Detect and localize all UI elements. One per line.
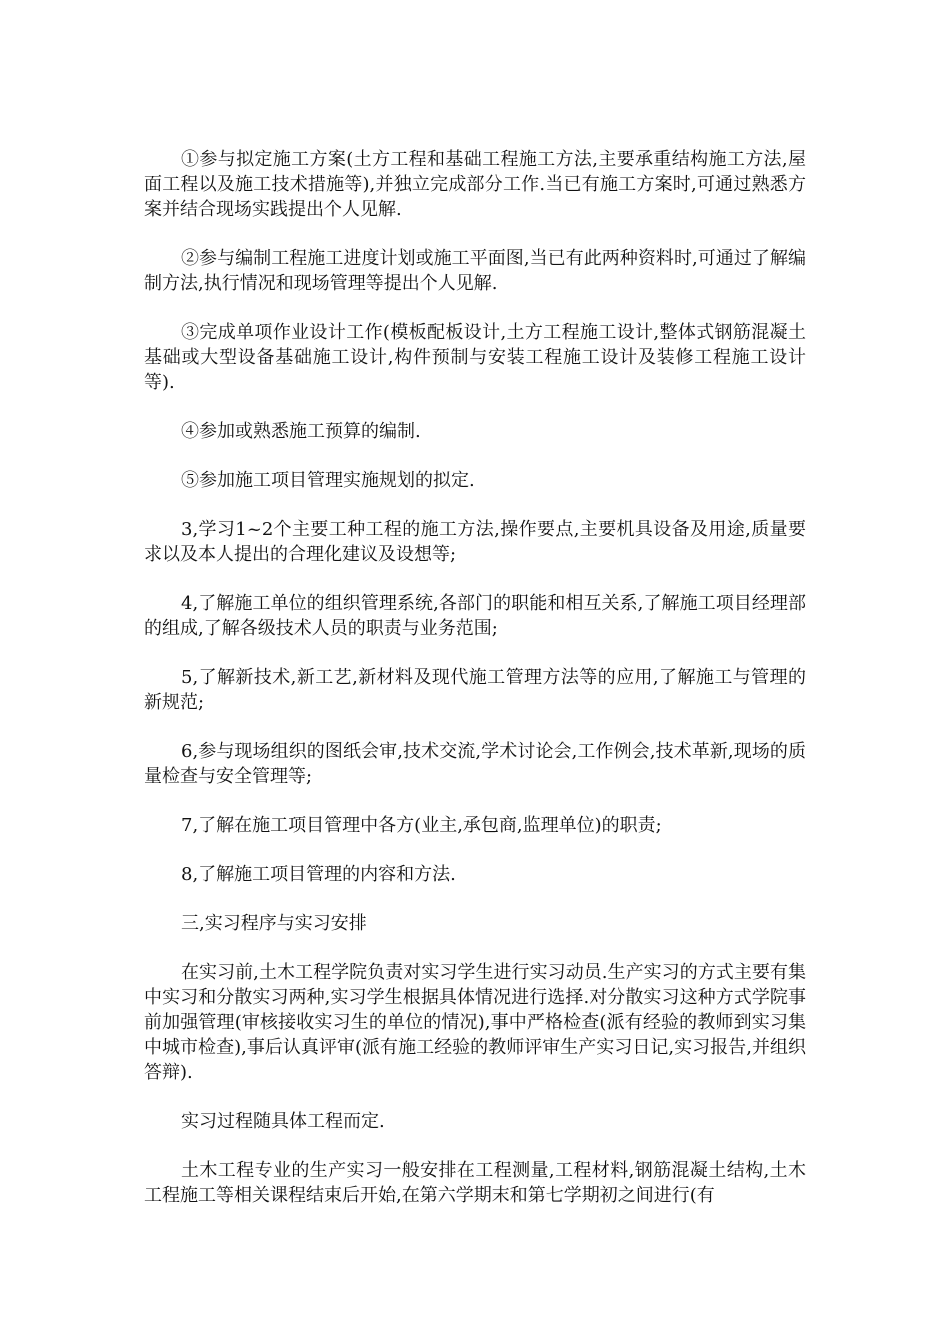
paragraph-7: 4,了解施工单位的组织管理系统,各部门的职能和相互关系,了解施工项目经理部的组成,了解各级技术人员的职责与业务范围; — [144, 593, 806, 639]
paragraph-15: 土木工程专业的生产实习一般安排在工程测量,工程材料,钢筋混凝土结构,土木工程施工等相关课程结束后开始,在第六学期末和第七学期初之间进行(有 — [144, 1160, 806, 1206]
paragraph-5: ⑤参加施工项目管理实施规划的拟定. — [181, 470, 475, 491]
section-heading: 三,实习程序与实习安排 — [181, 913, 367, 934]
paragraph-3: ③完成单项作业设计工作(模板配板设计,土方工程施工设计,整体式钢筋混凝土基础或大型设备基础施工设计,构件预制与安装工程施工设计及装修工程施工设计等). — [144, 322, 806, 393]
paragraph-8: 5,了解新技术,新工艺,新材料及现代施工管理方法等的应用,了解施工与管理的新规范; — [144, 667, 806, 713]
paragraph-6: 3,学习1~2个主要工种工程的施工方法,操作要点,主要机具设备及用途,质量要求以及本人提出的合理化建议及设想等; — [144, 519, 806, 565]
paragraph-1: ①参与拟定施工方案(土方工程和基础工程施工方法,主要承重结构施工方法,屋面工程以及施工技术措施等),并独立完成部分工作.当已有施工方案时,可通过熟悉方案并结合现场实践提出个人见解. — [144, 149, 806, 220]
paragraph-2: ②参与编制工程施工进度计划或施工平面图,当已有此两种资料时,可通过了解编制方法,执行情况和现场管理等提出个人见解. — [144, 248, 806, 294]
document-body — [144, 147, 806, 1208]
paragraph-13: 在实习前,土木工程学院负责对实习学生进行实习动员.生产实习的方式主要有集中实习和分散实习两种,实习学生根据具体情况进行选择.对分散实习这种方式学院事前加强管理(审核接收实习生的单位的情况),事中严格检查(派有经验的教师到实习集中城市检查),事后认真评审(派有施工经验的教师评审生产实习日记,实习报告,并组织答辩). — [144, 962, 806, 1083]
paragraph-4: ④参加或熟悉施工预算的编制. — [181, 421, 421, 442]
paragraph-11: 8,了解施工项目管理的内容和方法. — [181, 864, 456, 885]
paragraph-10: 7,了解在施工项目管理中各方(业主,承包商,监理单位)的职责; — [181, 815, 662, 836]
paragraph-14: 实习过程随具体工程而定. — [181, 1111, 385, 1132]
paragraph-9: 6,参与现场组织的图纸会审,技术交流,学术讨论会,工作例会,技术革新,现场的质量检查与安全管理等; — [144, 741, 806, 787]
